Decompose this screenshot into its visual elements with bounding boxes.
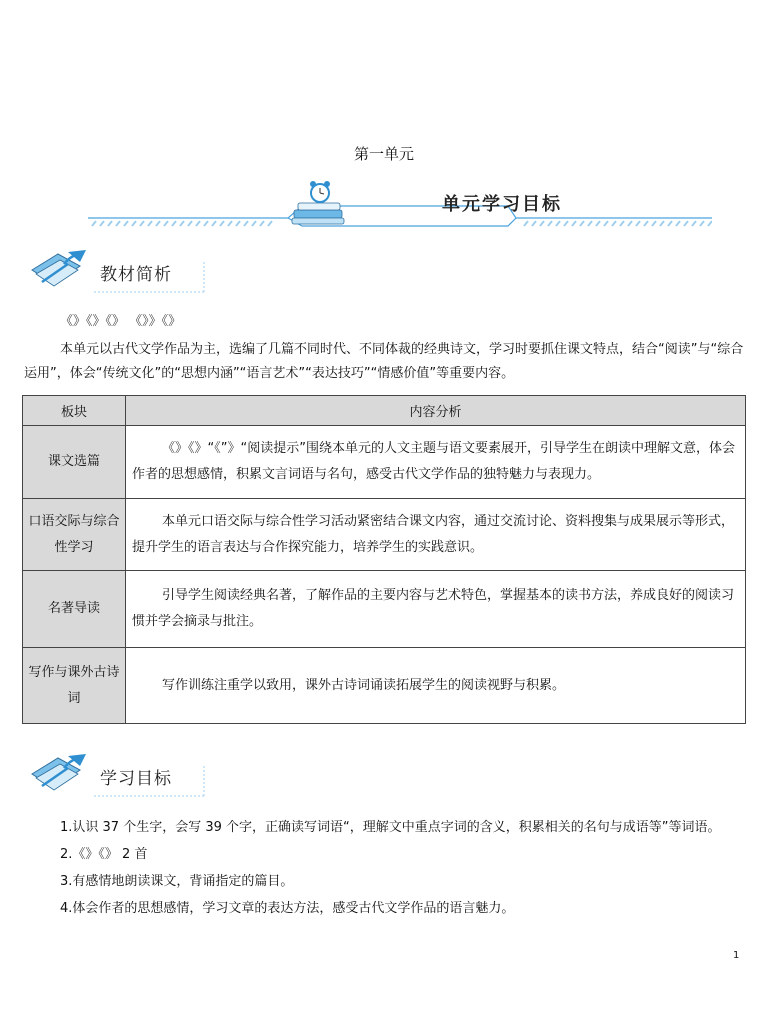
row-label: 写作与课外古诗词 (23, 648, 126, 724)
section-goals-label: 学习目标 (100, 769, 172, 789)
row-content: 《》《》“《”》“阅读提示”围绕本单元的人文主题与语文要素展开，引导学生在朗读中理解文意，体会作者的思想感情，积累文言词语与名句，感受古代文学作品的独特魅力与表现力。 (126, 426, 746, 499)
unit-learning-goals-banner (88, 180, 712, 232)
table-header-row (23, 396, 746, 426)
books-icon (292, 203, 344, 224)
row-content: 引导学生阅读经典名著，了解作品的主要内容与艺术特色，掌握基本的读书方法，养成良好的阅读习惯并学会摘录与批注。 (126, 571, 746, 648)
section-header-textbook (28, 244, 218, 298)
row-content: 本单元口语交际与综合性学习活动紧密结合课文内容，通过交流讨论、资料搜集与成果展示等形式，提升学生的语言表达与合作探究能力，培养学生的实践意识。 (126, 499, 746, 571)
table-row (23, 426, 746, 499)
row-content: 写作训练注重学以致用，课外古诗词诵读拓展学生的阅读视野与积累。 (126, 648, 746, 724)
list-item: 2.《》《》 2 首 (60, 847, 148, 862)
section-textbook-label: 教材简析 (100, 265, 172, 285)
list-item: 1.认识 37 个生字，会写 39 个字，正确读写词语“，理解文中重点字词的含义，积累相关的名句与成语等”等词语。 (60, 820, 721, 835)
page-title: 第一单元 (353, 145, 414, 163)
alarm-clock-icon (310, 181, 330, 202)
goals-list (60, 814, 721, 922)
banner-decoration (88, 180, 712, 232)
table-row (23, 571, 746, 648)
intro-paragraph: 本单元以古代文学作品为主，选编了几篇不同时代、不同体裁的经典诗文，学习时要抓住课文特点，结合“阅读”与“综合运用”，体会“传统文化”的“思想内涵”“语言艺术”“表达技巧”“情感价值”等重要内容。 (24, 342, 744, 381)
unit-banner-label: 单元学习目标 (442, 194, 562, 215)
row-label: 口语交际与综合性学习 (23, 499, 126, 571)
table-header-cell: 板块 (23, 396, 126, 426)
intro-line: 《》《》《》 《》》《》 (60, 314, 182, 329)
row-label: 名著导读 (23, 571, 126, 648)
page-number: 1 (733, 950, 740, 961)
table-row (23, 499, 746, 571)
analysis-table (22, 395, 746, 724)
list-item: 3.有感情地朗读课文，背诵指定的篇目。 (60, 874, 294, 889)
table-header-cell: 内容分析 (126, 396, 746, 426)
list-item: 4.体会作者的思想感情，学习文章的表达方法，感受古代文学作品的语言魅力。 (60, 901, 515, 916)
section-header-goals (28, 748, 218, 802)
table-row (23, 648, 746, 724)
row-label: 课文选篇 (23, 426, 126, 499)
